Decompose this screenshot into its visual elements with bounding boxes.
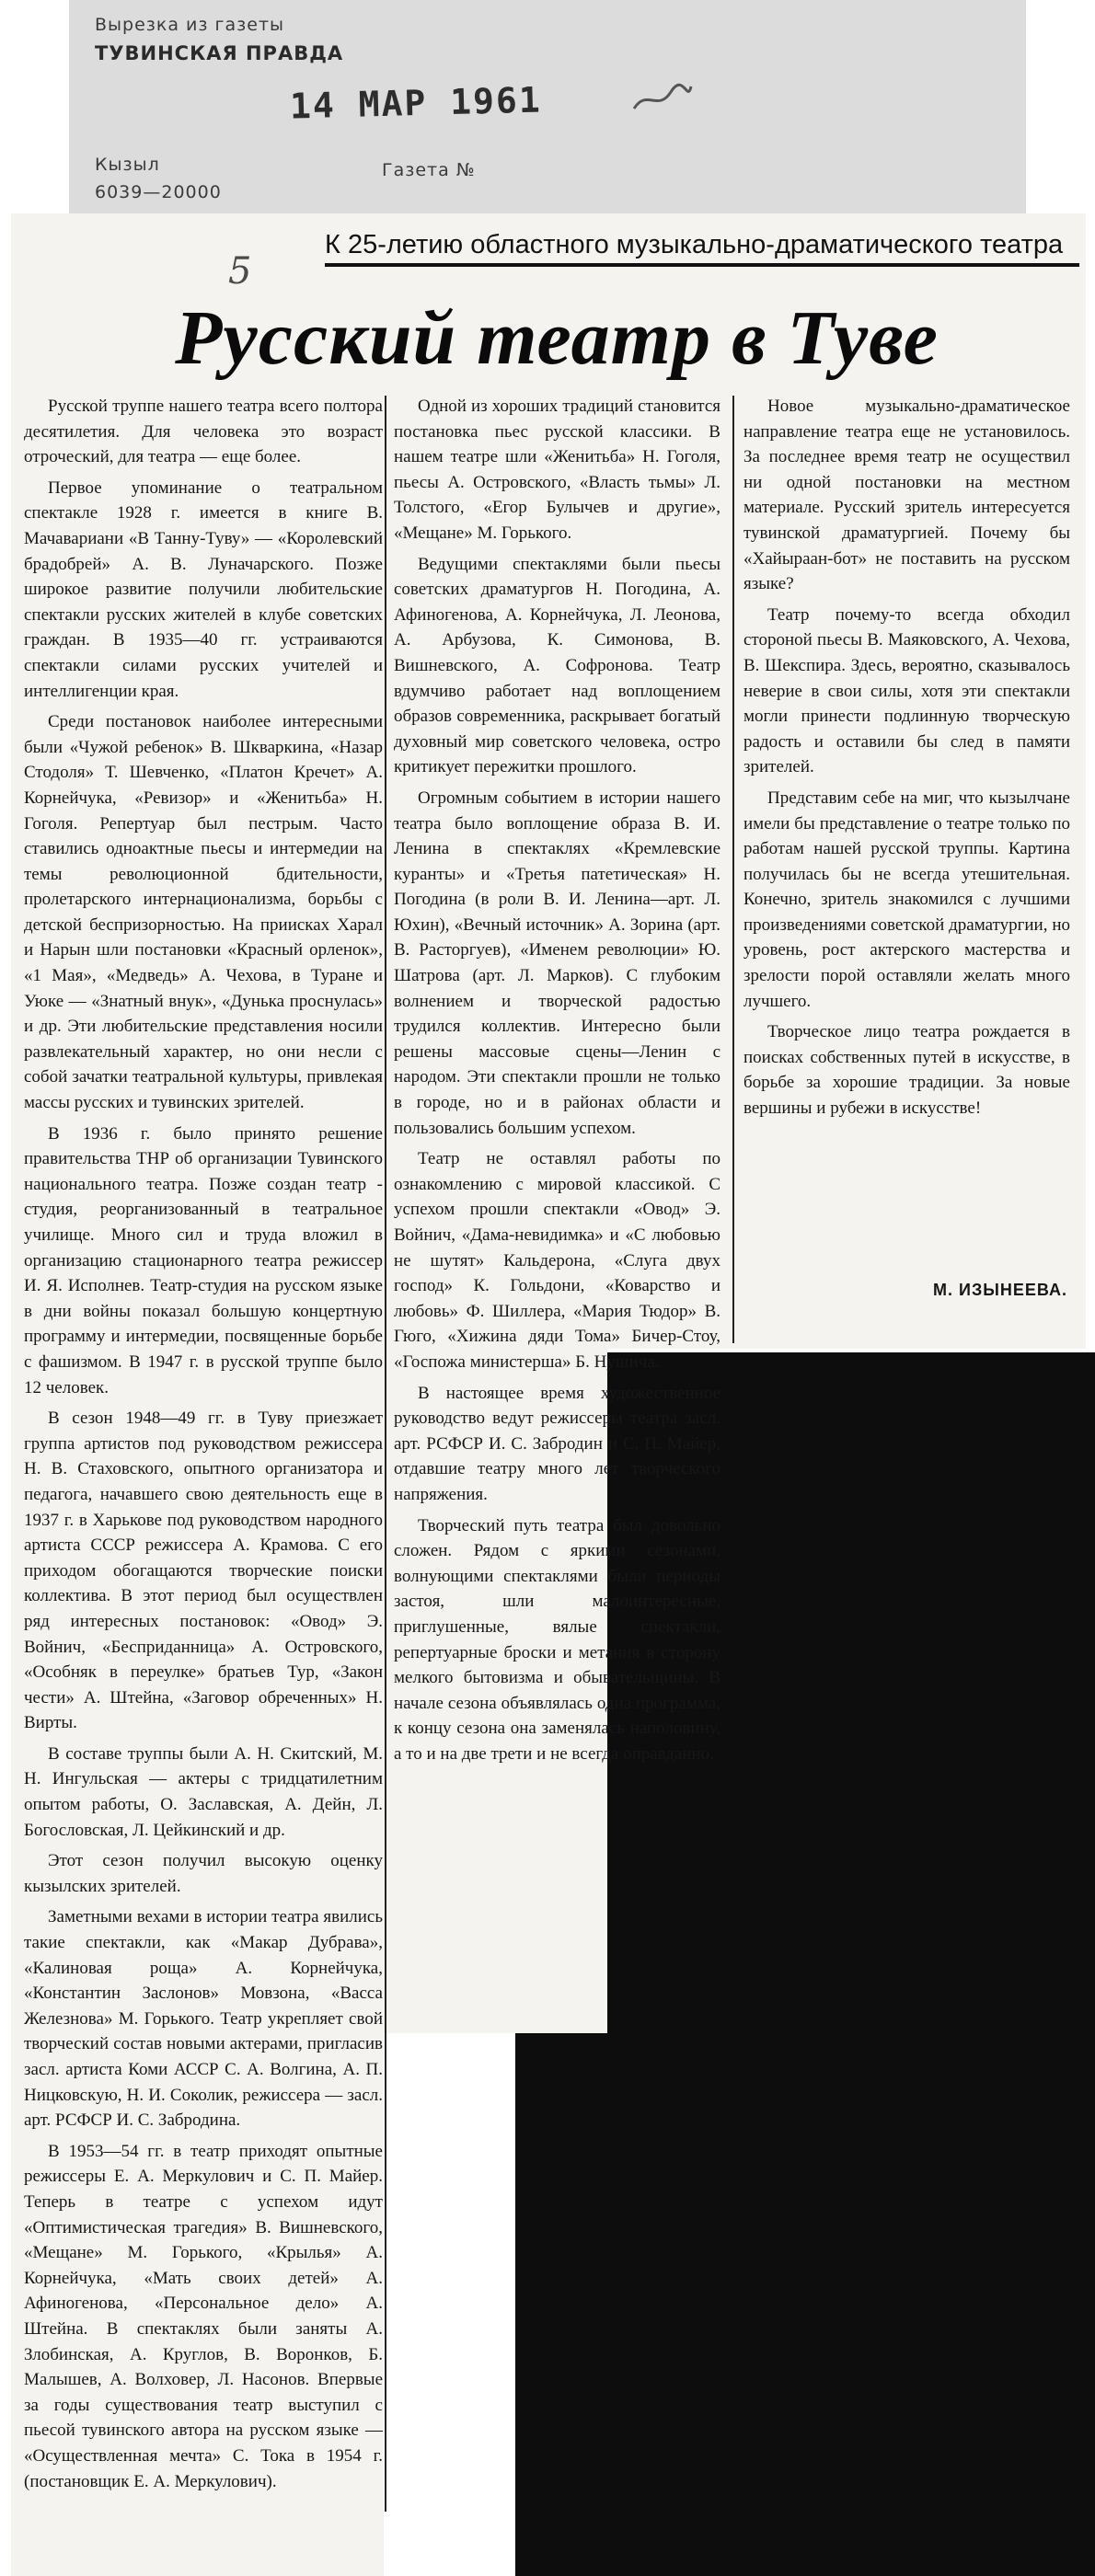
article-kicker: К 25-летию областного музыкально-драматического театра: [325, 230, 1079, 267]
slip-print-code: 6039—20000: [95, 182, 222, 202]
pencil-scribble-icon: [630, 81, 695, 118]
paragraph: Новое музыкально-драматическое направление театра еще не установилось. За последнее время театр не осуществил ни одной постановки на местном материале. Русский зритель интересуется тувинской драматургией. Почему бы «Хайыраан-бот» не поставить на русском языке?: [743, 397, 1070, 594]
paragraph: В 1936 г. было принято решение правительства ТНР об организации Тувинского национального театра. Позже создан театр - студия, реорганизованный в театральное училище. Много сил и труда вложил в организацию стационарного театра режиссер И. Я. Исполнев. Театр-студия на русском языке в дни войны показал большую концертную программу и интермедии, посвященные борьбе с фашизмом. В 1947 г. в русской труппе было 12 человек.: [24, 1123, 383, 1397]
column-rule: [385, 396, 386, 2512]
slip-city: Кызыл: [95, 155, 160, 175]
paragraph: В настоящее время художественное руководство ведут режиссеры театра засл. арт. РСФСР И. С. Забродин и С. П. Майер, отдавшие театру много лет творческого напряжения.: [394, 1383, 720, 1504]
article-column-3: [743, 394, 1070, 1127]
paragraph: Театр почему-то всегда обходил стороной пьесы В. Маяковского, А. Чехова, В. Шекспира. Здесь, вероятно, сказывалось неверие в свои силы, хотя эти спектакли могли принести подлинную творческую радость и оставили бы след в памяти зрителей.: [743, 604, 1070, 777]
paragraph: Ведущими спектаклями были пьесы советских драматургов Н. Погодина, А. Афиногенова, А. Корнейчука, Л. Леонова, А. Арбузова, К. Симонова, В. Вишневского, А. Софронова. Театр вдумчиво работает над воплощением образов современника, раскрывает богатый духовный мир советского человека, остро критикует пережитки прошлого.: [394, 554, 720, 777]
date-stamp: 14 МАР 1961: [289, 79, 543, 127]
column-rule: [732, 396, 734, 1343]
paragraph: Одной из хороших традиций становится постановка пьес русской классики. В нашем театре шли «Женитьба» Н. Гоголя, пьесы А. Островского, «Власть тьмы» Л. Толстого, «Егор Булычев и другие», «Мещане» М. Горького.: [394, 397, 720, 543]
paragraph: Первое упоминание о театральном спектакле 1928 г. имеется в книге В. Мачавариани «В Танну-Туву» — «Королевский брадобрей» А. В. Луначарского. Позже широкое развитие получили любительские спектакли русских жителей в клубе советских граждан. В 1935—40 гг. устраиваются спектакли силами русских учителей и интеллигенции края.: [24, 477, 383, 701]
slip-line1: Вырезка из газеты: [95, 15, 285, 35]
paragraph: В составе труппы были А. Н. Скитский, М. Н. Ингульская — актеры с тридцатилетним опытом работы, О. Заславская, А. Дейн, Л. Богословская, Л. Цейкинский и др.: [24, 1743, 383, 1840]
author-signature: М. ИЗЫНЕЕВА.: [933, 1281, 1067, 1299]
paragraph: Среди постановок наиболее интересными были «Чужой ребенок» В. Шкваркина, «Назар Стодоля» Т. Шевченко, «Платон Кречет» А. Корнейчука, «Ревизор» и «Женитьба» Н. Гоголя. Репертуар был пестрым. Часто ставились одноактные пьесы и интермедии на темы революционной бдительности, пролетарского интернационализма, борьбы с детской беспризорностью. На приисках Харал и Нарын шли постановки «Красный орленок», «1 Мая», «Медведь» А. Чехова, в Туране и Уюке — «Знатный внук», «Дунька проснулась» и др. Эти любительские представления носили развлекательный характер, но они несли с собой зачатки театральной культуры, привлекая массы русских и тувинских зрителей.: [24, 712, 383, 1113]
slip-issue-label: Газета №: [382, 160, 476, 180]
article-column-1: [24, 394, 383, 2500]
paragraph: Этот сезон получил высокую оценку кызылских зрителей.: [24, 1851, 383, 1896]
paragraph: Огромным событием в истории нашего театра было воплощение образа В. И. Ленина в спектаклях «Кремлевские куранты» и «Третья патетическая» Н. Погодина (в роли В. И. Ленина—арт. Л. Юхин), «Вечный источник» А. Зорина (арт. В. Расторгуев), «Именем революции» Ю. Шатрова (арт. Л. Марков). С глубоким волнением и творческой радостью трудился коллектив. Интересно были решены массовые сцены—Ленин с народом. Эти спектакли прошли не только в городе, но и в районах области и пользовались большим успехом.: [394, 788, 720, 1138]
paragraph: В сезон 1948—49 гг. в Туву приезжает группа артистов под руководством режиссера Н. В. Стаховского, опытного организатора и педагога, начавшего свою деятельность еще в 1937 г. в Харькове под руководством народного артиста СССР режиссера А. Крамова. С его приходом обогащаются творческие поиски коллектива. В этот период был осуществлен ряд интересных постановок: «Овод» Э. Войнич, «Бесприданница» А. Островского, «Особняк в переулке» братьев Тур, «Закон чести» А. Штейна, «Заговор обреченных» Н. Вирты.: [24, 1409, 383, 1733]
paragraph: Творческий путь театра был довольно сложен. Рядом с яркими сезонами, волнующими спектаклями были периоды застоя, шли малоинтересные, приглушенные, вялые спектакли, репертуарные броски и метания в сторону мелкого бытовизма и обывательщины. В начале сезона объявлялась одна программа, к концу сезона она заменялась наполовину, а то и на две трети и не всегда оправданно.: [394, 1515, 720, 1764]
paragraph: Русской труппе нашего театра всего полтора десятилетия. Для человека это возраст отроческий, для театра — еще более.: [24, 397, 383, 467]
article-column-2: [394, 394, 720, 1772]
article-headline: Русский театр в Туве: [175, 295, 939, 381]
paragraph: Заметными вехами в истории театра явились такие спектакли, как «Макар Дубрава», «Калиновая роща» А. Корнейчука, «Константин Заслонов» Мовзона, «Васса Железнова» М. Горького. Театр укрепляет свой творческий состав новыми актерами, пригласив засл. артиста Коми АССР С. А. Волгина, А. П. Ницковскую, Н. И. Соколик, режиссера — засл. арт. РСФСР И. С. Забродина.: [24, 1907, 383, 2131]
paragraph: Представим себе на миг, что кызылчане имели бы представление о театре только по работам нашей русской труппы. Картина получилась бы не всегда утешительная. Конечно, зритель знакомился с лучшими произведениями советской драматургии, но уровень, рост актерского мастерства и зрелости порой оставляли желать много лучшего.: [743, 788, 1070, 1011]
paragraph: В 1953—54 гг. в театр приходят опытные режиссеры Е. А. Меркулович и С. П. Майер. Теперь в театре с успехом идут «Оптимистическая трагедия» В. Вишневского, «Мещане» М. Горького, «Крылья» А. Корнейчука, «Мать своих детей» А. Афиногенова, «Персональное дело» А. Штейна. В спектаклях были заняты А. Злобинская, А. Круглов, В. Воронков, Б. Малышев, А. Волховер, Л. Насонов. Впервые за годы существования театр выступил с пьесой тувинского автора на русском языке — «Осуществленная мечта» С. Тока в 1954 г. (постановщик Е. А. Меркулович).: [24, 2141, 383, 2491]
paragraph: Творческое лицо театра рождается в поисках собственных путей в искусстве, в борьбе за хорошие традиции. За новые вершины и рубежи в искусстве!: [743, 1022, 1070, 1119]
slip-paper-name: ТУВИНСКАЯ ПРАВДА: [95, 42, 344, 64]
pencil-page-mark: 5: [228, 250, 252, 293]
paragraph: Театр не оставлял работы по ознакомлению с мировой классикой. С успехом прошли спектакли «Овод» Э. Войнич, «Дама-невидимка» и «С любовью не шутят» Кальдерона, «Слуга двух господ» К. Гольдони, «Коварство и любовь» Ф. Шиллера, «Мария Тюдор» В. Гюго, «Хижина дяди Тома» Бичер-Стоу, «Госпожа министерша» Б. Нушича.: [394, 1149, 720, 1372]
clipping-slip: [69, 0, 1026, 213]
